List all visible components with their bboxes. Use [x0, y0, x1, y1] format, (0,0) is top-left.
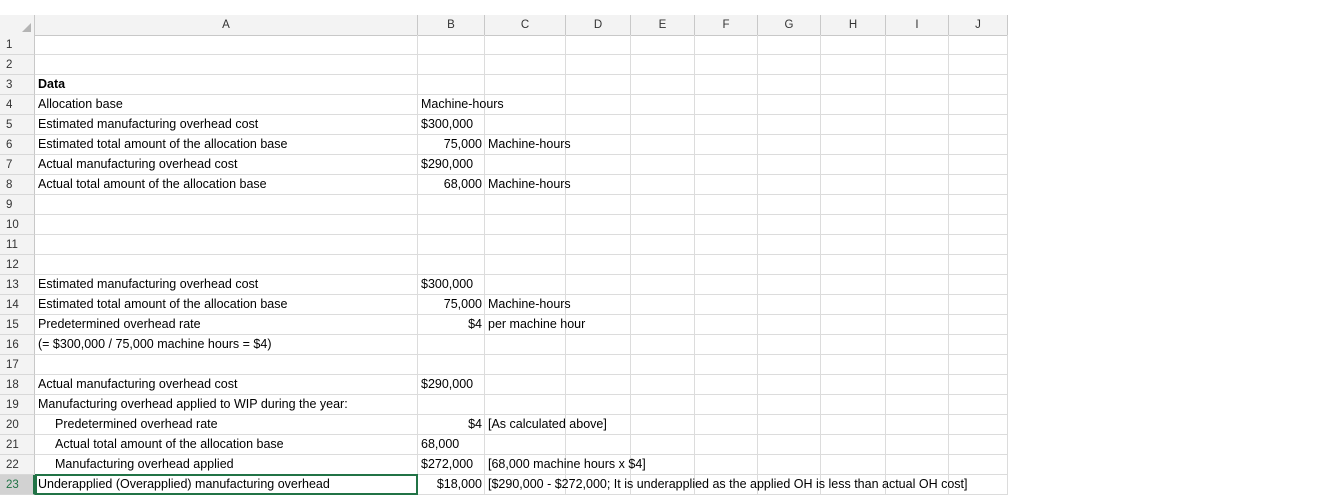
cell-g13[interactable] [758, 275, 821, 295]
row-header[interactable]: 12 [0, 255, 35, 275]
cell-c1[interactable] [485, 35, 566, 55]
cell-j6[interactable] [949, 135, 1008, 155]
cell-e14[interactable] [631, 295, 695, 315]
cell-i6[interactable] [886, 135, 949, 155]
cell-d8[interactable] [566, 175, 631, 195]
cell-h13[interactable] [821, 275, 886, 295]
cell-d6[interactable] [566, 135, 631, 155]
cell-c13[interactable] [485, 275, 566, 295]
cell-e6[interactable] [631, 135, 695, 155]
cell-g11[interactable] [758, 235, 821, 255]
cell-f17[interactable] [695, 355, 758, 375]
cell-b-value: $4 [468, 417, 482, 431]
cell-i17[interactable] [886, 355, 949, 375]
cell-d5[interactable] [566, 115, 631, 135]
cell-g12[interactable] [758, 255, 821, 275]
cell-a-text: Estimated total amount of the allocation base [38, 137, 288, 151]
cell-d9[interactable] [566, 195, 631, 215]
cell-j14[interactable] [949, 295, 1008, 315]
cell-b-value: $18,000 [436, 477, 482, 491]
row-header[interactable]: 18 [0, 375, 35, 395]
cell-h3[interactable] [821, 75, 886, 95]
row-header[interactable]: 23 [0, 475, 35, 495]
cell-c3[interactable] [485, 75, 566, 95]
row-header[interactable]: 7 [0, 155, 35, 175]
cell-h15[interactable] [821, 315, 886, 335]
cell-c9[interactable] [485, 195, 566, 215]
cell-b17[interactable] [418, 355, 485, 375]
cell-b12[interactable] [418, 255, 485, 275]
cell-c7[interactable] [485, 155, 566, 175]
cell-h1[interactable] [821, 35, 886, 55]
cell-j10[interactable] [949, 215, 1008, 235]
cell-b-text: $300,000 [421, 277, 474, 291]
cell-d4[interactable] [566, 95, 631, 115]
cell-f11[interactable] [695, 235, 758, 255]
select-all-icon [22, 23, 31, 32]
cell-g7[interactable] [758, 155, 821, 175]
cell-j20[interactable] [949, 415, 1008, 435]
cell-g16[interactable] [758, 335, 821, 355]
column-header-e[interactable]: E [631, 15, 695, 35]
cell-f9[interactable] [695, 195, 758, 215]
cell-h17[interactable] [821, 355, 886, 375]
cell-i2[interactable] [886, 55, 949, 75]
cell-g6[interactable] [758, 135, 821, 155]
cell-h7[interactable] [821, 155, 886, 175]
cell-h14[interactable] [821, 295, 886, 315]
sheet-row [0, 255, 1008, 275]
cell-e18[interactable] [631, 375, 695, 395]
cell-g17[interactable] [758, 355, 821, 375]
cell-i20[interactable] [886, 415, 949, 435]
row-header[interactable]: 5 [0, 115, 35, 135]
cell-f19[interactable] [695, 395, 758, 415]
cell-b10[interactable] [418, 215, 485, 235]
column-header-c[interactable]: C [485, 15, 566, 35]
cell-h5[interactable] [821, 115, 886, 135]
cell-b-value: 75,000 [443, 297, 482, 311]
cell-e13[interactable] [631, 275, 695, 295]
cell-i18[interactable] [886, 375, 949, 395]
cell-i10[interactable] [886, 215, 949, 235]
cell-f22[interactable] [695, 455, 758, 475]
cell-g5[interactable] [758, 115, 821, 135]
cell-a-text: Actual manufacturing overhead cost [38, 157, 238, 171]
row-header[interactable]: 4 [0, 95, 35, 115]
cell-d3[interactable] [566, 75, 631, 95]
cell-b3[interactable] [418, 75, 485, 95]
cell-c21[interactable] [485, 435, 566, 455]
cell-j9[interactable] [949, 195, 1008, 215]
column-header-j[interactable]: J [949, 15, 1008, 35]
cell-j17[interactable] [949, 355, 1008, 375]
cell-i8[interactable] [886, 175, 949, 195]
cell-e9[interactable] [631, 195, 695, 215]
cell-j4[interactable] [949, 95, 1008, 115]
cell-f8[interactable] [695, 175, 758, 195]
cell-b1[interactable] [418, 35, 485, 55]
cell-f4[interactable] [695, 95, 758, 115]
cell-a11[interactable] [35, 235, 418, 255]
cell-j15[interactable] [949, 315, 1008, 335]
cell-g21[interactable] [758, 435, 821, 455]
sheet-row [0, 115, 1008, 135]
cell-e21[interactable] [631, 435, 695, 455]
cell-a17[interactable] [35, 355, 418, 375]
cell-c-text: [$290,000 - $272,000; It is underapplied as the applied OH is less than actual OH cost] [488, 477, 968, 491]
cell-g9[interactable] [758, 195, 821, 215]
cell-i14[interactable] [886, 295, 949, 315]
row-header[interactable]: 22 [0, 455, 35, 475]
cell-b-value: $4 [468, 317, 482, 331]
row-header[interactable]: 3 [0, 75, 35, 95]
cell-h11[interactable] [821, 235, 886, 255]
row-header[interactable]: 2 [0, 55, 35, 75]
cell-c16[interactable] [485, 335, 566, 355]
cell-g2[interactable] [758, 55, 821, 75]
cell-i13[interactable] [886, 275, 949, 295]
row-header[interactable]: 10 [0, 215, 35, 235]
sheet-row [0, 215, 1008, 235]
cell-h8[interactable] [821, 175, 886, 195]
cell-a-text: Underapplied (Overapplied) manufacturing overhead [38, 477, 330, 491]
cell-e3[interactable] [631, 75, 695, 95]
cell-h12[interactable] [821, 255, 886, 275]
cell-h18[interactable] [821, 375, 886, 395]
cell-a-text: Estimated manufacturing overhead cost [38, 117, 259, 131]
cell-i3[interactable] [886, 75, 949, 95]
cell-a1[interactable] [35, 35, 418, 55]
sheet-row [0, 75, 1008, 95]
cell-c-text: Machine-hours [488, 137, 571, 151]
cell-f21[interactable] [695, 435, 758, 455]
cell-c11[interactable] [485, 235, 566, 255]
cell-a2[interactable] [35, 55, 418, 75]
cell-c5[interactable] [485, 115, 566, 135]
cell-g14[interactable] [758, 295, 821, 315]
cell-h21[interactable] [821, 435, 886, 455]
cell-a9[interactable] [35, 195, 418, 215]
cell-b9[interactable] [418, 195, 485, 215]
cell-h22[interactable] [821, 455, 886, 475]
cell-c17[interactable] [485, 355, 566, 375]
sheet-row [0, 375, 1008, 395]
cell-g3[interactable] [758, 75, 821, 95]
cell-f15[interactable] [695, 315, 758, 335]
cell-d12[interactable] [566, 255, 631, 275]
cell-j16[interactable] [949, 335, 1008, 355]
cell-e10[interactable] [631, 215, 695, 235]
sheet-row [0, 55, 1008, 75]
cell-d7[interactable] [566, 155, 631, 175]
cell-e1[interactable] [631, 35, 695, 55]
row-header[interactable]: 19 [0, 395, 35, 415]
cell-f12[interactable] [695, 255, 758, 275]
cell-j21[interactable] [949, 435, 1008, 455]
row-header[interactable]: 17 [0, 355, 35, 375]
cell-d18[interactable] [566, 375, 631, 395]
cell-a12[interactable] [35, 255, 418, 275]
cell-c-text: Machine-hours [488, 177, 571, 191]
row-header[interactable]: 8 [0, 175, 35, 195]
cell-c18[interactable] [485, 375, 566, 395]
cell-a-text: Manufacturing overhead applied to WIP during the year: [38, 397, 348, 411]
cell-d17[interactable] [566, 355, 631, 375]
cell-i11[interactable] [886, 235, 949, 255]
row-header[interactable]: 13 [0, 275, 35, 295]
cell-e2[interactable] [631, 55, 695, 75]
sheet-row [0, 95, 1008, 115]
cell-j1[interactable] [949, 35, 1008, 55]
sheet-row [0, 175, 1008, 195]
cell-g10[interactable] [758, 215, 821, 235]
cell-d21[interactable] [566, 435, 631, 455]
cell-i21[interactable] [886, 435, 949, 455]
cell-b-text: Machine-hours [421, 97, 504, 111]
sheet-row [0, 335, 1008, 355]
cell-j18[interactable] [949, 375, 1008, 395]
cell-h16[interactable] [821, 335, 886, 355]
cell-g15[interactable] [758, 315, 821, 335]
column-header-b[interactable]: B [418, 15, 485, 35]
cell-b-text: $272,000 [421, 457, 474, 471]
sheet-row [0, 475, 1008, 495]
cell-b-text: $290,000 [421, 377, 474, 391]
cell-c-text: [As calculated above] [488, 417, 607, 431]
cell-b-text: $290,000 [421, 157, 474, 171]
cell-j8[interactable] [949, 175, 1008, 195]
sheet-row [0, 135, 1008, 155]
sheet-row [0, 315, 1008, 335]
cell-j12[interactable] [949, 255, 1008, 275]
cell-b2[interactable] [418, 55, 485, 75]
cell-a-text: Manufacturing overhead applied [55, 457, 234, 471]
cell-d10[interactable] [566, 215, 631, 235]
cell-f18[interactable] [695, 375, 758, 395]
column-header-a[interactable]: A [35, 15, 418, 35]
row-header[interactable]: 1 [0, 35, 35, 55]
cell-g20[interactable] [758, 415, 821, 435]
cell-f2[interactable] [695, 55, 758, 75]
cell-a-text: Allocation base [38, 97, 123, 111]
cell-f16[interactable] [695, 335, 758, 355]
cell-d11[interactable] [566, 235, 631, 255]
cell-d16[interactable] [566, 335, 631, 355]
cell-b-text: $300,000 [421, 117, 474, 131]
spreadsheet-grid [0, 15, 1008, 495]
cell-j19[interactable] [949, 395, 1008, 415]
cell-f10[interactable] [695, 215, 758, 235]
row-header[interactable]: 14 [0, 295, 35, 315]
sheet-row [0, 435, 1008, 455]
sheet-row [0, 395, 1008, 415]
cell-a-text: Data [38, 77, 66, 91]
cell-b-text: 68,000 [421, 437, 460, 451]
cell-e8[interactable] [631, 175, 695, 195]
sheet-row [0, 155, 1008, 175]
cell-g1[interactable] [758, 35, 821, 55]
cell-b-value: 68,000 [443, 177, 482, 191]
cell-h9[interactable] [821, 195, 886, 215]
cell-e20[interactable] [631, 415, 695, 435]
row-header[interactable]: 20 [0, 415, 35, 435]
cell-d14[interactable] [566, 295, 631, 315]
cell-g4[interactable] [758, 95, 821, 115]
cell-i4[interactable] [886, 95, 949, 115]
cell-a-text: Estimated manufacturing overhead cost [38, 277, 259, 291]
cell-e7[interactable] [631, 155, 695, 175]
cell-d19[interactable] [566, 395, 631, 415]
row-header[interactable]: 15 [0, 315, 35, 335]
cell-a-text: Predetermined overhead rate [38, 317, 201, 331]
row-header[interactable]: 9 [0, 195, 35, 215]
sheet-row [0, 455, 1008, 475]
cell-i9[interactable] [886, 195, 949, 215]
select-all-corner[interactable] [0, 15, 35, 35]
cell-j13[interactable] [949, 275, 1008, 295]
row-header[interactable]: 11 [0, 235, 35, 255]
cell-g19[interactable] [758, 395, 821, 415]
cell-e5[interactable] [631, 115, 695, 135]
cell-a-text: Actual manufacturing overhead cost [38, 377, 238, 391]
cell-d13[interactable] [566, 275, 631, 295]
sheet-row [0, 355, 1008, 375]
cell-h10[interactable] [821, 215, 886, 235]
cell-c-text: Machine-hours [488, 297, 571, 311]
column-header-row [0, 15, 1008, 36]
cell-f6[interactable] [695, 135, 758, 155]
cell-j11[interactable] [949, 235, 1008, 255]
cell-e12[interactable] [631, 255, 695, 275]
cell-a-text: Actual total amount of the allocation base [55, 437, 284, 451]
cell-h2[interactable] [821, 55, 886, 75]
cell-d1[interactable] [566, 35, 631, 55]
cell-j5[interactable] [949, 115, 1008, 135]
cell-b11[interactable] [418, 235, 485, 255]
column-header-h[interactable]: H [821, 15, 886, 35]
cell-c2[interactable] [485, 55, 566, 75]
cell-j7[interactable] [949, 155, 1008, 175]
cell-i22[interactable] [886, 455, 949, 475]
cell-i16[interactable] [886, 335, 949, 355]
cell-f13[interactable] [695, 275, 758, 295]
cell-e11[interactable] [631, 235, 695, 255]
cell-e4[interactable] [631, 95, 695, 115]
column-header-g[interactable]: G [758, 15, 821, 35]
sheet-row [0, 275, 1008, 295]
cell-f5[interactable] [695, 115, 758, 135]
cell-i1[interactable] [886, 35, 949, 55]
cell-i12[interactable] [886, 255, 949, 275]
cell-f3[interactable] [695, 75, 758, 95]
cell-i5[interactable] [886, 115, 949, 135]
cell-a3[interactable] [35, 75, 418, 95]
cell-e15[interactable] [631, 315, 695, 335]
sheet-row [0, 35, 1008, 55]
cell-e17[interactable] [631, 355, 695, 375]
cell-i19[interactable] [886, 395, 949, 415]
cell-g8[interactable] [758, 175, 821, 195]
cell-g22[interactable] [758, 455, 821, 475]
sheet-row [0, 415, 1008, 435]
cell-i15[interactable] [886, 315, 949, 335]
cell-d2[interactable] [566, 55, 631, 75]
cell-f14[interactable] [695, 295, 758, 315]
cell-f20[interactable] [695, 415, 758, 435]
column-header-d[interactable]: D [566, 15, 631, 35]
cell-a10[interactable] [35, 215, 418, 235]
cell-h4[interactable] [821, 95, 886, 115]
cell-f7[interactable] [695, 155, 758, 175]
cell-c10[interactable] [485, 215, 566, 235]
cell-f1[interactable] [695, 35, 758, 55]
cell-g18[interactable] [758, 375, 821, 395]
cell-b19[interactable] [418, 395, 485, 415]
cell-b16[interactable] [418, 335, 485, 355]
cell-e16[interactable] [631, 335, 695, 355]
cell-a-text: Predetermined overhead rate [55, 417, 218, 431]
cell-h6[interactable] [821, 135, 886, 155]
row-header[interactable]: 6 [0, 135, 35, 155]
column-header-i[interactable]: I [886, 15, 949, 35]
cell-c19[interactable] [485, 395, 566, 415]
cell-j22[interactable] [949, 455, 1008, 475]
sheet-row [0, 195, 1008, 215]
cell-h20[interactable] [821, 415, 886, 435]
cell-h19[interactable] [821, 395, 886, 415]
cell-c-text: per machine hour [488, 317, 586, 331]
cell-i7[interactable] [886, 155, 949, 175]
sheet-row [0, 235, 1008, 255]
sheet-row [0, 295, 1008, 315]
row-header[interactable]: 16 [0, 335, 35, 355]
cell-a-text: (= $300,000 / 75,000 machine hours = $4) [38, 337, 272, 351]
cell-c12[interactable] [485, 255, 566, 275]
row-header[interactable]: 21 [0, 435, 35, 455]
cell-a-text: Actual total amount of the allocation base [38, 177, 267, 191]
cell-j2[interactable] [949, 55, 1008, 75]
cell-e19[interactable] [631, 395, 695, 415]
cell-b-value: 75,000 [443, 137, 482, 151]
cell-a-text: Estimated total amount of the allocation base [38, 297, 288, 311]
column-header-f[interactable]: F [695, 15, 758, 35]
cell-j3[interactable] [949, 75, 1008, 95]
cell-c-text: [68,000 machine hours x $4] [488, 457, 646, 471]
